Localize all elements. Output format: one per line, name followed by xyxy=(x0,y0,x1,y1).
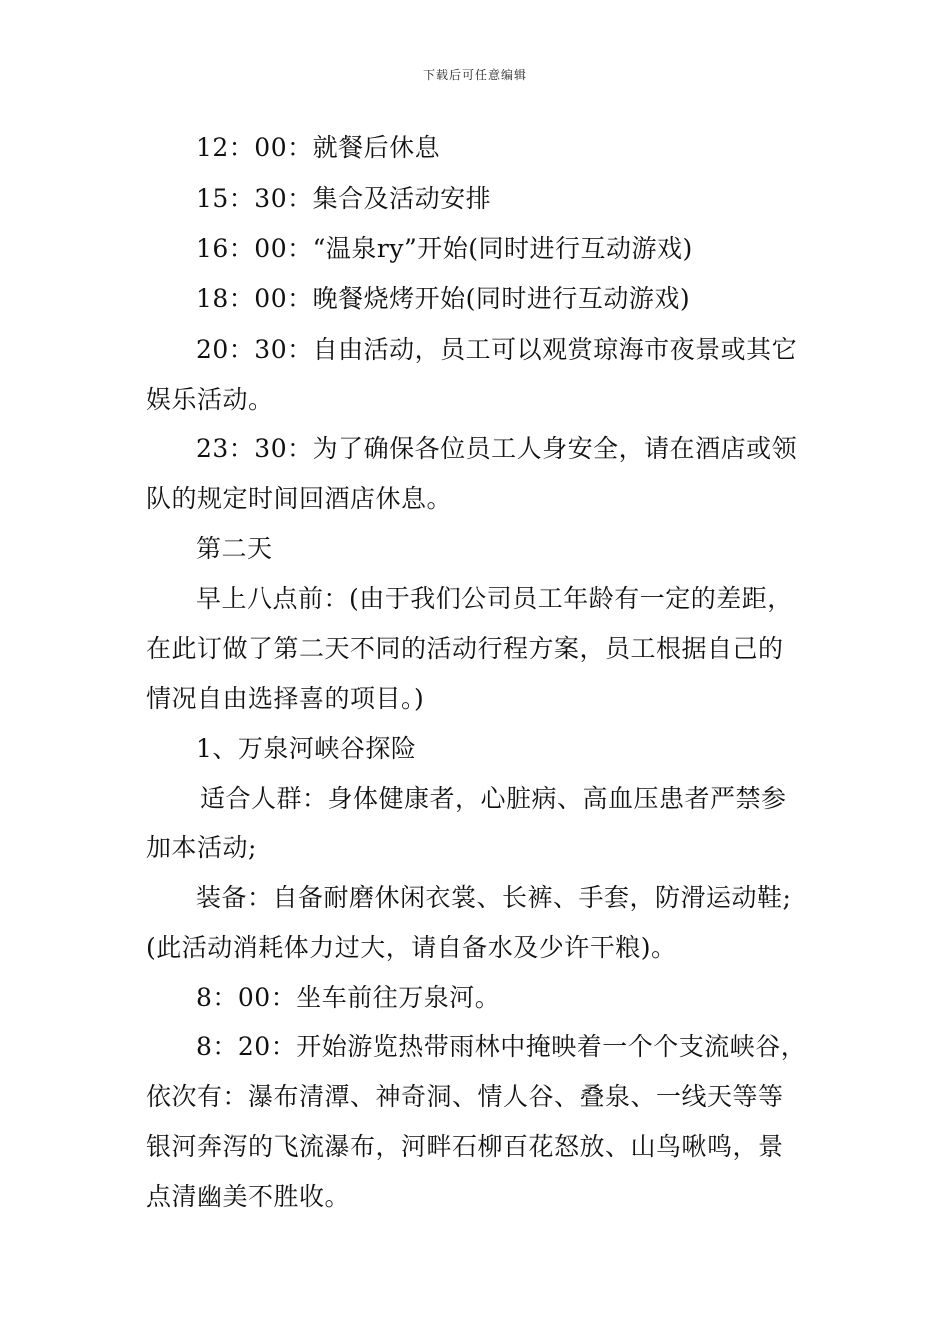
schedule-line-2030-cont: 娱乐活动。 xyxy=(146,385,274,414)
schedule-line-2330-cont: 队的规定时间回酒店休息。 xyxy=(146,484,453,513)
page-header: 下载后可任意编辑 xyxy=(422,68,527,82)
morning-intro-line-2: 在此订做了第二天不同的活动行程方案，员工根据自己的 xyxy=(146,634,784,663)
schedule-line-0820: 8：20：开始游览热带雨林中掩映着一个个支流峡谷， xyxy=(196,1032,807,1061)
morning-intro-line-3: 情况自由选择喜的项目。) xyxy=(146,684,425,713)
morning-intro-line-1: 早上八点前：(由于我们公司员工年龄有一定的差距， xyxy=(196,584,793,613)
schedule-line-2030: 20：30：自由活动，员工可以观赏琼海市夜景或其它 xyxy=(196,335,798,364)
suitable-group-line-1: 适合人群：身体健康者，心脏病、高血压患者严禁参 xyxy=(200,784,787,813)
schedule-line-1600: 16：00：“温泉ry”开始(同时进行互动游戏) xyxy=(196,234,693,263)
schedule-line-2330: 23：30：为了确保各位员工人身安全，请在酒店或领 xyxy=(196,434,798,463)
day-two-heading: 第二天 xyxy=(196,534,273,563)
equipment-line-2: (此活动消耗体力过大，请自备水及少许干粮)。 xyxy=(146,933,677,962)
schedule-line-1800: 18：00：晚餐烧烤开始(同时进行互动游戏) xyxy=(196,284,691,313)
equipment-line-1: 装备：自备耐磨休闲衣裳、长裤、手套，防滑运动鞋; xyxy=(196,883,792,912)
activity-1-title: 1、万泉河峡谷探险 xyxy=(196,734,417,763)
suitable-group-line-2: 加本活动; xyxy=(146,833,257,862)
schedule-line-1200: 12：00：就餐后休息 xyxy=(196,133,441,162)
schedule-line-0800: 8：00：坐车前往万泉河。 xyxy=(196,983,501,1012)
schedule-line-0820-cont-2: 银河奔泻的飞流瀑布，河畔石柳百花怒放、山鸟啾鸣，景 xyxy=(146,1132,784,1161)
schedule-line-1530: 15：30：集合及活动安排 xyxy=(196,184,492,213)
schedule-line-0820-cont-1: 依次有：瀑布清潭、神奇洞、情人谷、叠泉、一线天等等 xyxy=(146,1082,784,1111)
schedule-line-0820-cont-3: 点清幽美不胜收。 xyxy=(146,1182,351,1211)
